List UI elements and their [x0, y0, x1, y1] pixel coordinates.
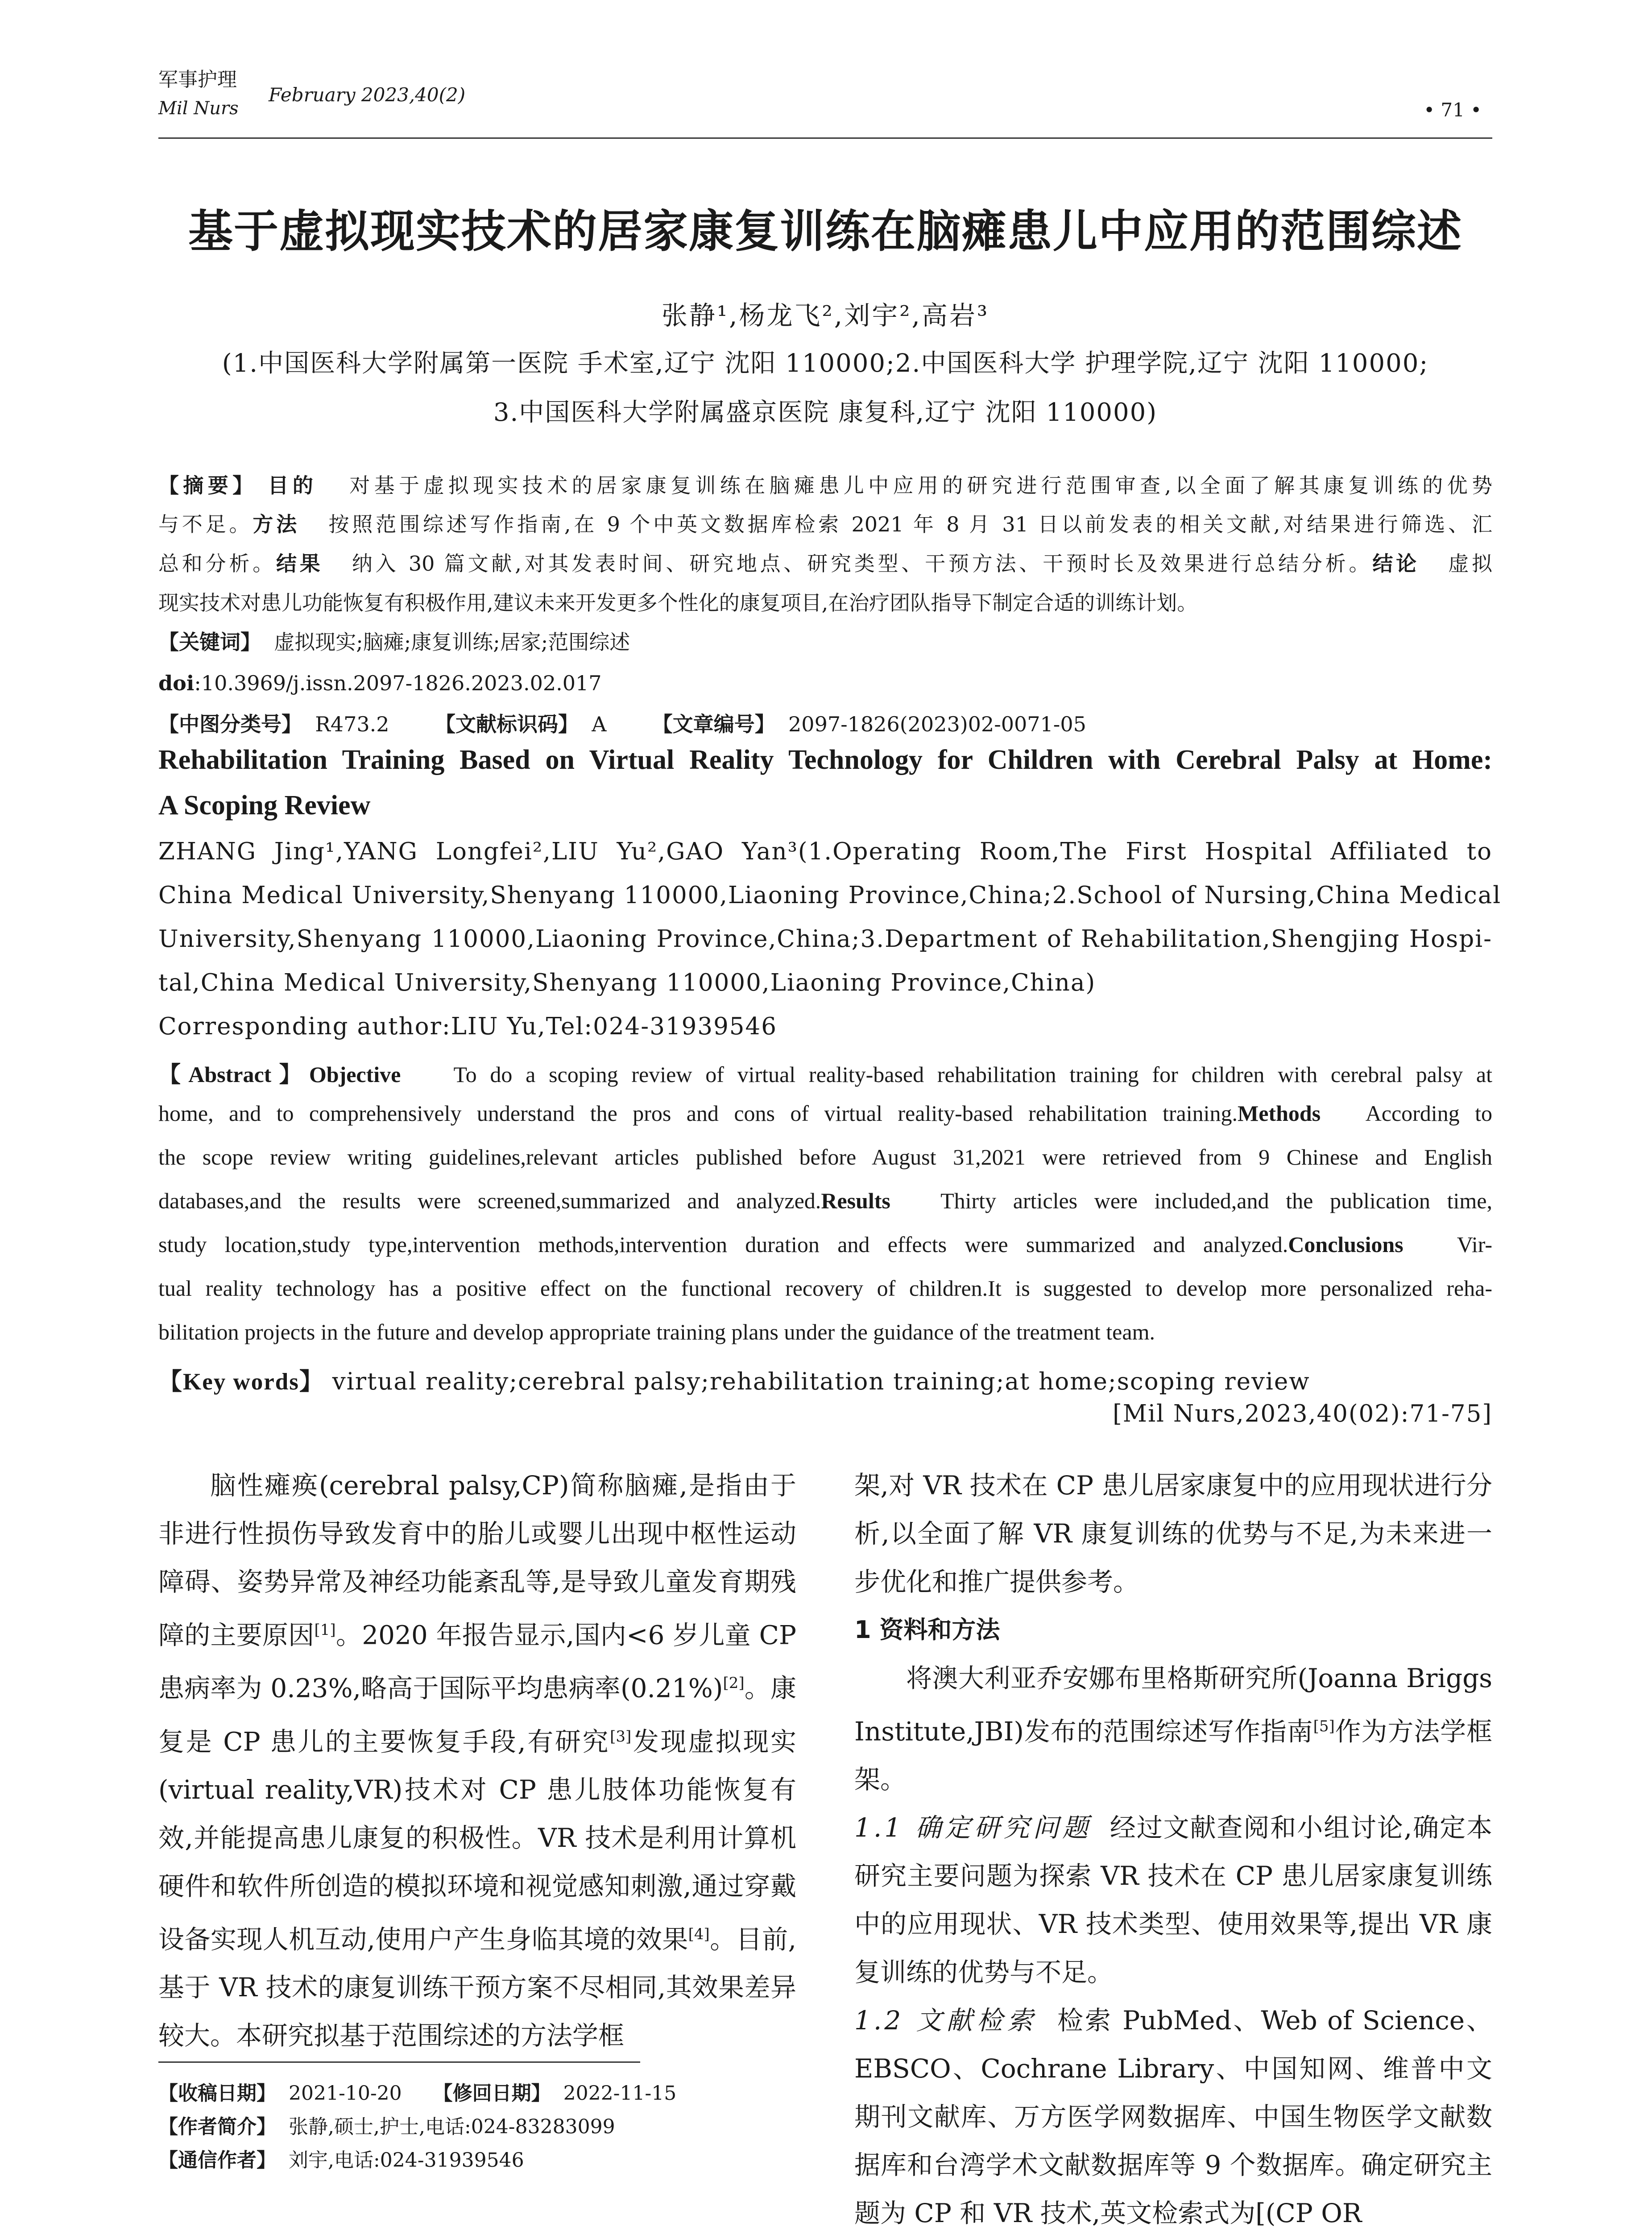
abstract-cn-line: [158, 553, 1492, 574]
objective-label: 目的: [268, 473, 318, 498]
authors-en-line: tal,China Medical University,Shenyang 110000,Liaoning Province,China): [158, 969, 1096, 996]
keywords-en: [158, 1363, 1492, 1397]
keywords-en-label: 【Key words】: [158, 1369, 324, 1395]
body-text: 。2020 年报告显示,国内<6 岁儿童 CP 患病率为 0.23%,略高于国际平均患病率(0.21%): [158, 1620, 796, 1704]
keywords-en-text: virtual reality;cerebral palsy;rehabilitation training;at home;scoping review: [332, 1368, 1310, 1395]
abstract-cn-text: 与不足。: [158, 512, 253, 536]
title-en-line: Rehabilitation Training Based on Virtual Reality Technology for Children with Cerebral Palsy at Home:: [158, 745, 1492, 775]
conclusions-en-label: Conclusions: [1288, 1232, 1404, 1257]
journal-name-cn: 军事护理: [158, 68, 237, 91]
doc-code-value: A: [592, 712, 607, 736]
results-en-label: Results: [821, 1188, 890, 1213]
footnote-rule: [158, 2061, 640, 2063]
authors-en-line: China Medical University,Shenyang 110000,Liaoning Province,China;2.School of Nursing,China Medical: [158, 882, 1502, 909]
abstract-en-line: [158, 1057, 1492, 1089]
author-bio: 张静,硕士,护士,电话:024-83283099: [288, 2115, 615, 2138]
body-paragraph: 架,对 VR 技术在 CP 患儿居家康复中的应用现状进行分析,以全面了解 VR 康复训练的优势与不足,为未来进一步优化和推广提供参考。: [854, 1470, 1492, 1597]
abstract-cn-line: [158, 514, 1492, 535]
doi: [158, 673, 1492, 693]
abstract-en-line: the scope review writing guidelines,relevant articles published before August 31,2021 were retrieved from 9 Chinese and English: [158, 1145, 1492, 1169]
issue-date: February 2023,40(2): [269, 84, 466, 106]
article-number-label: 【文章编号】: [652, 712, 775, 736]
body-paragraph: [158, 1461, 796, 2060]
abstract-en-line: bilitation projects in the future and develop appropriate training plans under the guidance of the treatment team.: [158, 1319, 1155, 1344]
body-column-right: [854, 1461, 1492, 2231]
subsection-heading: 1.2 文献检索: [854, 2005, 1038, 2036]
corresponding-label: 【通信作者】: [158, 2149, 276, 2172]
reference-link[interactable]: [4]: [688, 1925, 710, 1943]
abstract-en-line: [158, 1232, 1492, 1257]
page-number: • 71 •: [1424, 99, 1482, 121]
reference-link[interactable]: [2]: [723, 1674, 745, 1692]
conclusion-label: 结论: [1372, 552, 1420, 576]
corresponding-info: 刘宇,电话:024-31939546: [288, 2149, 524, 2172]
abstract-cn-text: 按照范围综述写作指南,在 9 个中英文数据库检索 2021 年 8 月 31 日以前发表的相关文献,对结果进行筛选、汇: [328, 512, 1492, 536]
methods-label: 方法: [253, 512, 300, 536]
author-bio-label: 【作者简介】: [158, 2115, 276, 2138]
header-rule: [158, 137, 1492, 139]
body-paragraph: [854, 1654, 1492, 1804]
abstract-en-text: home, and to comprehensively understand the pros and cons of virtual reality-based rehabilitation training.: [158, 1101, 1238, 1126]
abstract-en-text: Vir-: [1457, 1232, 1492, 1257]
abstract-cn-text: 总和分析。: [158, 552, 276, 576]
abstract-cn-text: 对基于虚拟现实技术的居家康复训练在脑瘫患儿中应用的研究进行范围审查,以全面了解其康复训练的优势: [349, 473, 1493, 498]
body-paragraph: [854, 1804, 1492, 1996]
authors-en-line: ZHANG Jing¹,YANG Longfei²,LIU Yu²,GAO Yan³(1.Operating Room,The First Hospital Affiliated to: [158, 838, 1492, 865]
body-text: 经过文献查阅和小组讨论,确定本研究主要问题为探索 VR 技术在 CP 患儿居家康复训练中的应用现状、VR 技术类型、使用效果等,提出 VR 康复训练的优势与不足。: [854, 1812, 1492, 1988]
subsection-heading: 1.1 确定研究问题: [854, 1812, 1092, 1843]
reference-link[interactable]: [1]: [314, 1621, 336, 1639]
abstract-cn-line: 现实技术对患儿功能恢复有积极作用,建议未来开发更多个性化的康复项目,在治疗团队指导下制定合适的训练计划。: [158, 591, 1198, 615]
doc-code-label: 【文献标识码】: [435, 712, 579, 736]
journal-name-en: Mil Nurs: [158, 98, 239, 119]
results-label: 结果: [276, 552, 323, 576]
received-label: 【收稿日期】: [158, 2082, 276, 2105]
authors-en-line: University,Shenyang 110000,Liaoning Province,China;3.Department of Rehabilitation,Shengjing Hospi-: [158, 925, 1492, 953]
abstract-en-label: 【Abstract】: [158, 1062, 309, 1087]
abstract-en-line: [158, 1188, 1492, 1214]
abstract-cn-text: 纳入 30 篇文献,对其发表时间、研究地点、研究类型、干预方法、干预时长及效果进行总结分析。: [352, 552, 1373, 576]
keywords-cn: [158, 632, 1492, 652]
title-en-line: A Scoping Review: [158, 790, 371, 821]
objective-en-label: Objective: [309, 1062, 401, 1087]
affiliation-cn-line: 3.中国医科大学附属盛京医院 康复科,辽宁 沈阳 110000): [493, 398, 1158, 427]
citation: [Mil Nurs,2023,40(02):71-75]: [1113, 1400, 1492, 1427]
article-number-value: 2097-1826(2023)02-0071-05: [788, 712, 1086, 736]
keywords-cn-text: 虚拟现实;脑瘫;康复训练;居家;范围综述: [274, 630, 630, 654]
title-cn: 基于虚拟现实技术的居家康复训练在脑瘫患儿中应用的范围综述: [188, 205, 1462, 257]
section-heading: 1 资料和方法: [854, 1616, 1000, 1644]
abstract-en-text: Thirty articles were included,and the publication time,: [940, 1188, 1492, 1213]
body-text: 。康复是 CP 患儿的主要恢复手段,有研究: [158, 1673, 796, 1757]
authors-cn: 张静¹,杨龙飞²,刘宇²,高岩³: [661, 300, 990, 331]
keywords-cn-label: 【关键词】: [158, 630, 261, 654]
body-text: 将澳大利亚乔安娜布里格斯研究所(Joanna Briggs Institute,JBI)发布的范围综述写作指南: [854, 1663, 1492, 1747]
body-text: 发现虚拟现实(virtual reality,VR)技术对 CP 患儿肢体功能恢复有效,并能提高患儿康复的积极性。VR 技术是利用计算机硬件和软件所创造的模拟环境和视觉感知刺激,通过穿戴设备实现人机互动,使用户产生身临其境的效果: [158, 1726, 796, 1955]
received-date: 2021-10-20: [288, 2082, 402, 2105]
reference-link[interactable]: [3]: [610, 1727, 632, 1746]
body-text: 脑性瘫痪(cerebral palsy,CP)简称脑瘫,是指由于非进行性损伤导致发育中的胎儿或婴儿出现中枢性运动障碍、姿势异常及神经功能紊乱等,是导致儿童发育期残障的主要原因: [158, 1470, 796, 1650]
abstract-en-line: [158, 1100, 1492, 1126]
revised-label: 【修回日期】: [433, 2082, 551, 2105]
reference-link[interactable]: [5]: [1313, 1717, 1335, 1735]
doi-label: doi: [158, 671, 195, 695]
classification-value: R473.2: [315, 712, 389, 736]
abstract-en-text: According to: [1365, 1101, 1492, 1126]
footnote-dates: [158, 2077, 676, 2106]
body-paragraph: [854, 1996, 1492, 2231]
classification-line: [158, 714, 1492, 734]
classification-label: 【中图分类号】: [158, 712, 302, 736]
abstract-cn-label: 【摘要】: [158, 473, 257, 498]
revised-date: 2022-11-15: [563, 2082, 677, 2105]
abstract-en-text: databases,and the results were screened,summarized and analyzed.: [158, 1188, 821, 1213]
abstract-en-text: To do a scoping review of virtual reality-based rehabilitation training for children with cerebral palsy at: [453, 1062, 1492, 1087]
body-text: 检索 PubMed、Web of Science、EBSCO、Cochrane Library、中国知网、维普中文期刊文献库、万方医学网数据库、中国生物医学文献数据库和台湾学术文献数据库等 9 个数据库。确定研究主题为 CP 和 VR 技术,英文检索式为[(CP OR: [854, 2005, 1492, 2229]
abstract-en-line: tual reality technology has a positive effect on the functional recovery of children.It is suggested to develop more personalized reha-: [158, 1276, 1492, 1301]
body-text: 。目前,基于 VR 技术的康复训练干预方案不尽相同,其效果差异较大。本研究拟基于范围综述的方法学框: [158, 1924, 796, 2051]
body-column-left: [158, 1461, 796, 2060]
abstract-cn-text: 虚拟: [1448, 552, 1493, 576]
abstract-en-text: study location,study type,intervention methods,intervention duration and effects were summarized and analyzed.: [158, 1232, 1288, 1257]
footnote-author: [158, 2111, 615, 2139]
methods-en-label: Methods: [1238, 1101, 1321, 1126]
abstract-cn-line: [158, 475, 1492, 496]
affiliation-cn-line: (1.中国医科大学附属第一医院 手术室,辽宁 沈阳 110000;2.中国医科大学 护理学院,辽宁 沈阳 110000;: [222, 349, 1429, 378]
corresponding-author: Corresponding author:LIU Yu,Tel:024-31939546: [158, 1013, 777, 1040]
footnote-corresponding: [158, 2144, 524, 2173]
body-text: 作为方法学框架。: [854, 1716, 1492, 1795]
doi-value: :10.3969/j.issn.2097-1826.2023.02.017: [194, 671, 602, 695]
